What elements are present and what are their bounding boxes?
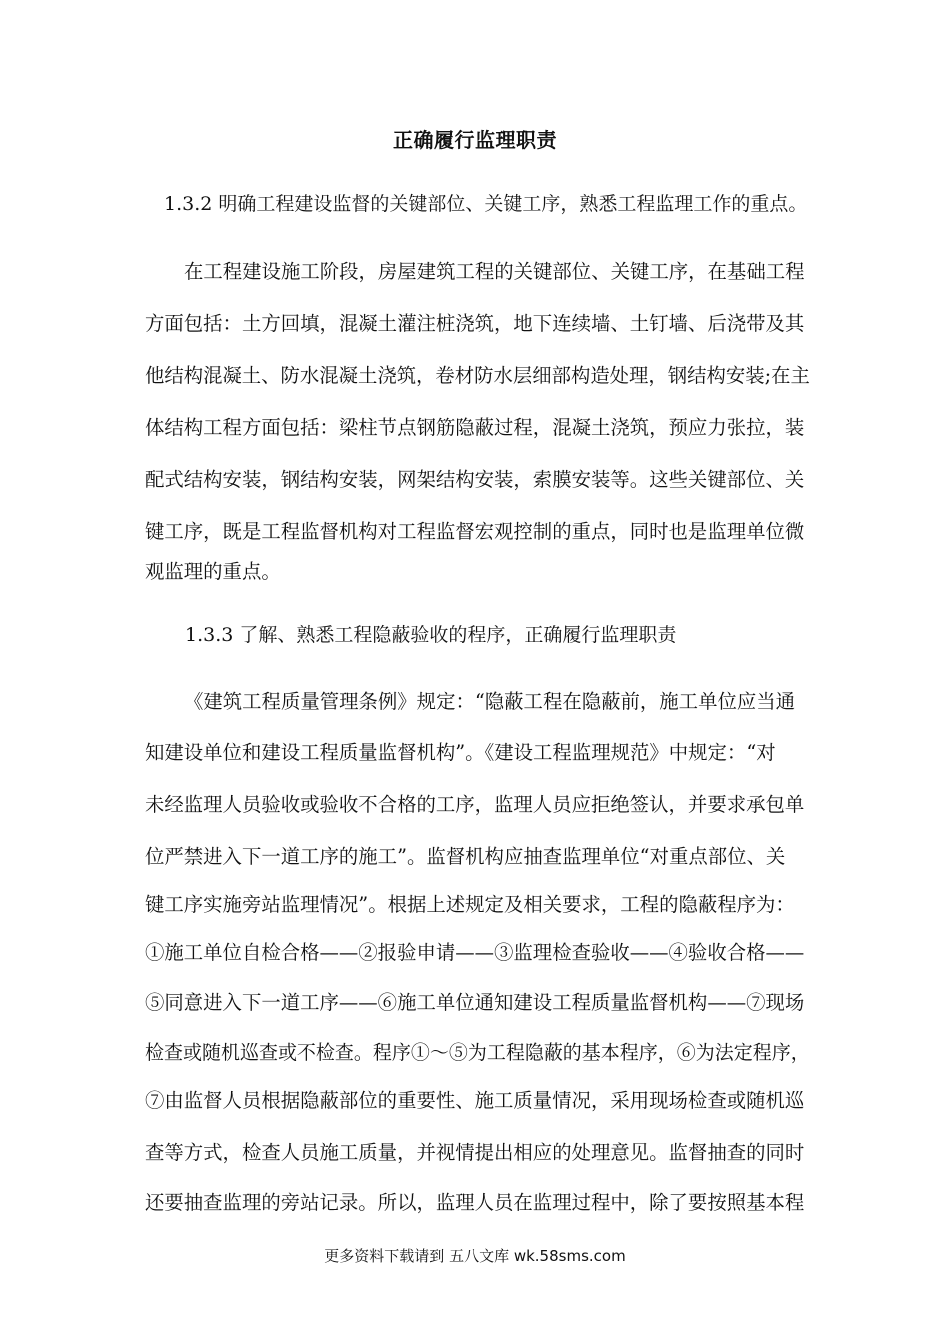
paragraph-line: 知建设单位和建设工程质量监督机构”。《建设工程监理规范》中规定：“对 [145, 741, 776, 764]
page-title: 正确履行监理职责 [393, 128, 557, 152]
paragraph-line: 查等方式，检查人员施工质量，并视情提出相应的处理意见。监督抽查的同时 [145, 1141, 805, 1164]
paragraph-line: ①施工单位自检合格——②报验申请——③监理检查验收——④验收合格—— [145, 941, 805, 964]
paragraph-line: 他结构混凝土、防水混凝土浇筑，卷材防水层细部构造处理，钢结构安装;在主 [145, 364, 810, 387]
section-heading-1-3-2: 1.3.2 明确工程建设监督的关键部位、关键工序，熟悉工程监理工作的重点。 [164, 193, 808, 215]
footer-download-note: 更多资料下载请到 五八文库 wk.58sms.com [324, 1247, 626, 1265]
paragraph-line: 位严禁进入下一道工序的施工”。监督机构应抽查监理单位“对重点部位、关 [145, 845, 786, 868]
paragraph-line: 键工序，既是工程监督机构对工程监督宏观控制的重点，同时也是监理单位微 [145, 520, 805, 543]
paragraph-line: 键工序实施旁站监理情况”。根据上述规定及相关要求，工程的隐蔽程序为： [145, 893, 795, 916]
paragraph-line: 检查或随机巡查或不检查。程序①～⑤为工程隐蔽的基本程序，⑥为法定程序， [145, 1041, 810, 1064]
paragraph-line: 观监理的重点。 [145, 560, 281, 583]
paragraph-line: ⑦由监督人员根据隐蔽部位的重要性、施工质量情况，采用现场检查或随机巡 [145, 1089, 805, 1112]
paragraph-line: ⑤同意进入下一道工序——⑥施工单位通知建设工程质量监督机构——⑦现场 [145, 991, 805, 1014]
section-heading-1-3-3: 1.3.3 了解、熟悉工程隐蔽验收的程序，正确履行监理职责 [185, 624, 677, 646]
paragraph-line: 未经监理人员验收或验收不合格的工序，监理人员应拒绝签认，并要求承包单 [145, 793, 805, 816]
paragraph-line: 体结构工程方面包括：梁柱节点钢筋隐蔽过程，混凝土浇筑，预应力张拉，装 [145, 416, 805, 439]
paragraph-line: 还要抽查监理的旁站记录。所以，监理人员在监理过程中，除了要按照基本程 [145, 1191, 805, 1214]
paragraph-line: 《建筑工程质量管理条例》规定：“隐蔽工程在隐蔽前，施工单位应当通 [184, 690, 796, 713]
paragraph-line: 在工程建设施工阶段，房屋建筑工程的关键部位、关键工序，在基础工程 [184, 260, 805, 283]
paragraph-line: 方面包括：土方回填，混凝土灌注桩浇筑，地下连续墙、土钉墙、后浇带及其 [145, 312, 805, 335]
paragraph-line: 配式结构安装，钢结构安装，网架结构安装，索膜安装等。这些关键部位、关 [145, 468, 805, 491]
